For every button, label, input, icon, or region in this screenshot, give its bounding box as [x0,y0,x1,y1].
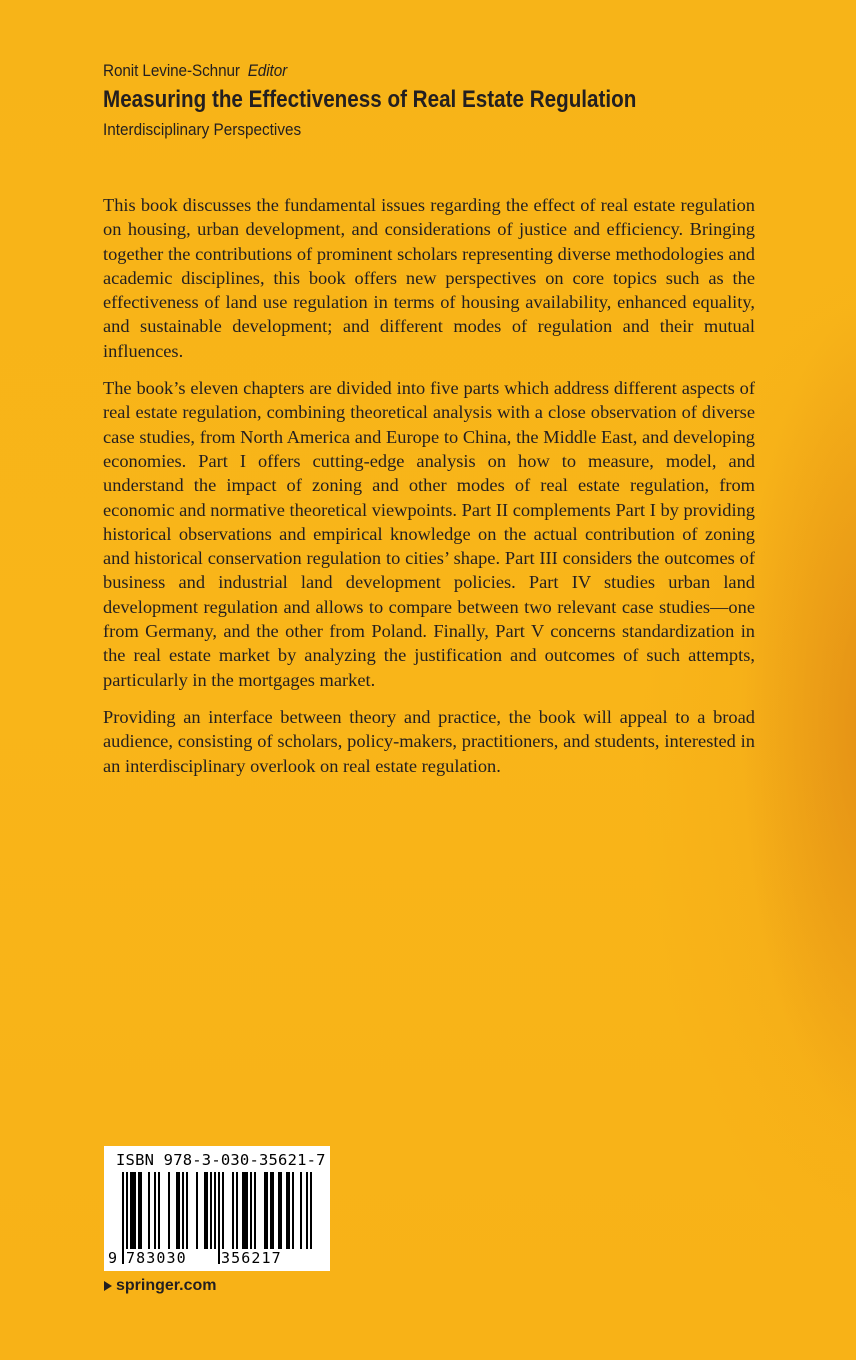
barcode-bar [264,1172,266,1252]
barcode-bar [178,1172,180,1252]
barcode-bar [122,1172,124,1264]
barcode-bar [186,1172,188,1252]
editor-role: Editor [247,61,288,80]
barcode-bar [242,1172,244,1252]
barcode-bar [148,1172,150,1252]
barcode-bar [210,1172,212,1252]
barcode-bar [280,1172,282,1252]
description-paragraph-2: The book’s eleven chapters are divided into five parts which address different aspects of real estate regulation, combining theoretical analysis with a close observation of diverse case studies, from North America and Europe to China, the Middle East, and developing economies. Part I offers cutting-edge analysis on how to measure, model, and understand the impact of zoning and other modes of real estate regulation, from economic and normative theoretical viewpoints. Part II complements Part I by providing historical observations and empirical knowledge on the actual contribution of zoning and historical conservation regulation to cities’ shape. Part III considers the outcomes of business and industrial land development policies. Part IV studies urban land development regulation and allows to compare between two relevant case studies—one from Germany, and the other from Poland. Finally, Part V concerns standardization in the real estate market by analyzing the justification and outcomes of such attempts, particularly in the mortgages market. [103,378,755,690]
barcode-digit-first: 9 [108,1249,118,1267]
barcode-bar [218,1172,220,1264]
barcode-bar [134,1172,136,1252]
barcode-bar [246,1172,248,1252]
barcode-bar [196,1172,198,1252]
barcode-bar [278,1172,280,1252]
barcode-bar [254,1172,256,1252]
barcode-bar [130,1172,132,1252]
description-paragraph-3: Providing an interface between theory and practice, the book will appeal to a broad audience, consisting of scholars, policy-makers, practitioners, and students, interested in an interdisciplinary overlook on real estate regulation. [103,706,755,776]
barcode-bar [138,1172,140,1252]
barcode-bar [140,1172,142,1252]
barcode-bar [206,1172,208,1252]
editor-line [103,60,733,82]
barcode-bar [266,1172,268,1252]
barcode-bar [250,1172,252,1252]
publisher-url: springer.com [116,1277,217,1294]
barcode-digits-left: 783030 [126,1249,216,1267]
book-title: Measuring the Effectiveness of Real Estate Regulation [103,86,637,113]
barcode-bar [176,1172,178,1252]
barcode-bar [204,1172,206,1252]
barcode-bar [270,1172,272,1252]
barcode-digits-right: 356217 [221,1249,313,1267]
barcode-bar [132,1172,134,1252]
description-paragraph-1: This book discusses the fundamental issues regarding the effect of real estate regulation on housing, urban development, and considerations of justice and efficiency. Bringing together the contributions of prominent scholars representing diverse methodologies and academic disciplines, this book offers new perspectives on core topics such as the effectiveness of land use regulation in terms of housing availability, enhanced equality, and sustainable development; and different modes of regulation and their mutual influences. [103,195,755,361]
isbn-label: ISBN 978-3-030-35621-7 [116,1151,326,1169]
barcode-bar [154,1172,156,1252]
barcode-bar [232,1172,234,1252]
barcode-bar [244,1172,246,1252]
barcode-bar [182,1172,184,1252]
barcode-bar [158,1172,160,1252]
cover-header [103,60,803,141]
barcode-bar [288,1172,290,1252]
barcode-bar [292,1172,294,1252]
book-subtitle: Interdisciplinary Perspectives [103,120,302,139]
book-description [103,193,755,791]
barcode-bar [300,1172,302,1252]
publisher-link[interactable] [104,1276,216,1296]
barcode-bar [236,1172,238,1252]
arrow-right-icon [104,1281,112,1291]
barcode-bar [272,1172,274,1252]
barcode-bar [168,1172,170,1252]
barcode-bar [222,1172,224,1252]
isbn-barcode [104,1146,330,1271]
barcode-bar [286,1172,288,1252]
editor-name: Ronit Levine-Schnur [103,61,240,80]
